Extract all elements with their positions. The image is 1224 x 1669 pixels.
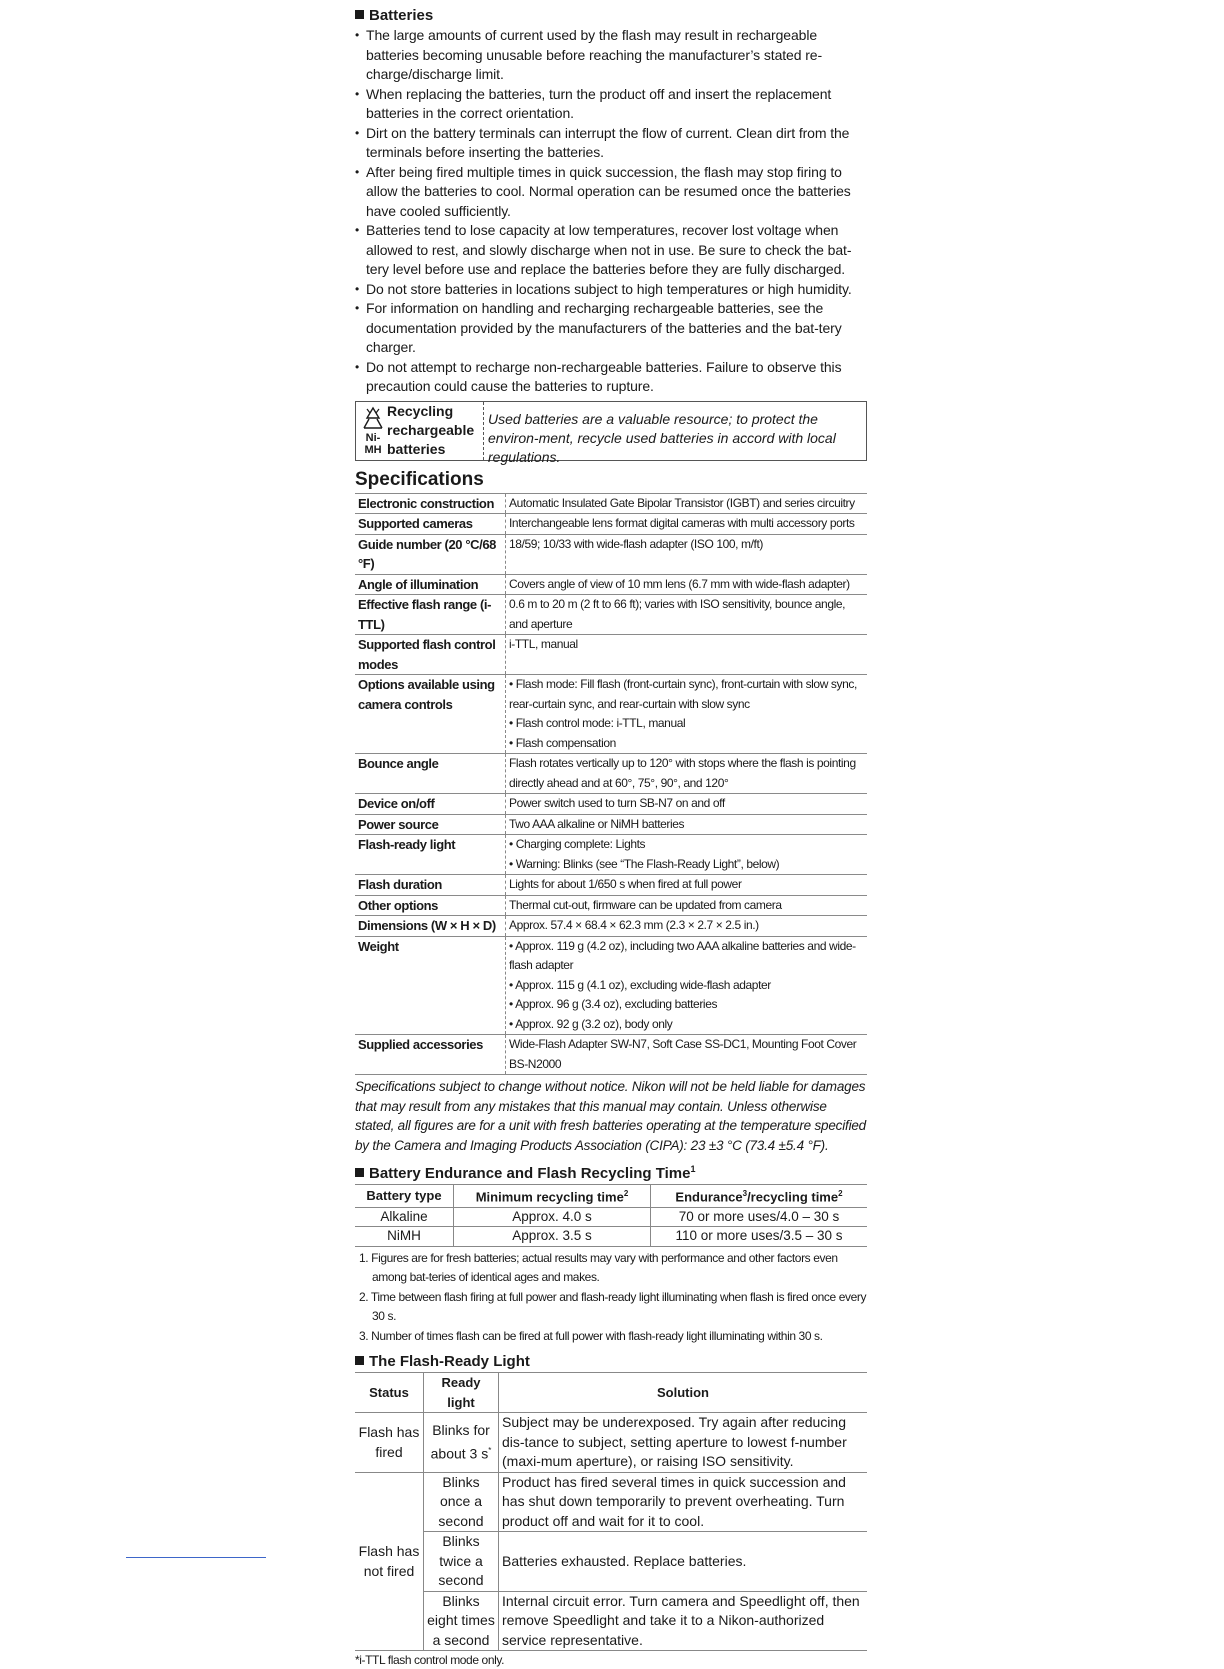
spec-value-line: Power switch used to turn SB-N7 on and off xyxy=(509,796,725,810)
spec-value xyxy=(506,1035,868,1075)
spec-value-line: 18/59; 10/33 with wide-flash adapter (ISO 100, m/ft) xyxy=(509,536,764,551)
batteries-bullet: • For information on handling and recharging rechargeable batteries, see the documentation provided by the manufacturers of the batteries and the bat-tery charger. xyxy=(355,299,867,358)
spec-value-line: Covers angle of view of 10 mm lens (6.7 mm with wide-flash adapter) xyxy=(509,576,850,591)
status-cell: Flash has not fired xyxy=(355,1472,424,1651)
endurance-footnotes xyxy=(355,1249,867,1347)
endurance-heading-text: Battery Endurance and Flash Recycling Time xyxy=(369,1165,691,1182)
table-row xyxy=(355,1227,867,1247)
spec-key: Guide number (20 °C/68 °F) xyxy=(355,534,506,574)
table-cell: Alkaline xyxy=(355,1207,454,1227)
status-cell: Flash has fired xyxy=(355,1413,424,1473)
spec-key: Options available using camera controls xyxy=(355,675,506,754)
spec-value xyxy=(506,936,868,1035)
endurance-col-endurance: Endurance$^3$/recycling time$^2$ xyxy=(651,1185,868,1208)
spec-value-line: Flash rotates vertically up to 120° with stops where the flash is pointing directly ahead and at 60°, 75°, 90°, and 120° xyxy=(509,756,856,790)
batteries-bullet: • Do not store batteries in locations subject to high temperatures or high humidity. xyxy=(355,280,867,300)
spec-row xyxy=(355,895,867,916)
ready-light-table xyxy=(355,1372,867,1651)
endurance-table xyxy=(355,1184,867,1247)
spec-value-line: Interchangeable lens format digital cameras with multi accessory ports xyxy=(509,516,855,530)
spec-value-line: • Approx. 92 g (3.2 oz), body only xyxy=(509,1016,673,1031)
batteries-heading-text: Batteries xyxy=(369,7,434,24)
spec-value xyxy=(506,534,868,574)
spec-value-line: • Charging complete: Lights xyxy=(509,837,646,851)
recycling-label: Recycling rechargeable batteries xyxy=(387,403,475,457)
spec-row xyxy=(355,814,867,835)
square-bullet-icon xyxy=(355,1168,364,1177)
spec-row xyxy=(355,514,867,535)
specifications-note: Specifications subject to change without notice. Nikon will not be held liable for damages that may result from any mistakes that this manual may contain. Unless otherwise stated, all figures are for a unit with fresh batteries operating at the temperature specified by the Camera and Imaging Products Association (CIPA): 23 ±3 °C (73.4 ±5.4 °F). xyxy=(355,1079,866,1153)
spec-value xyxy=(506,754,868,794)
spec-value-line: Thermal cut-out, firmware can be updated from camera xyxy=(509,897,782,912)
spec-key: Supported cameras xyxy=(355,514,506,535)
spec-value xyxy=(506,493,868,514)
spec-value-line: Two AAA alkaline or NiMH batteries xyxy=(509,816,685,831)
spec-key: Other options xyxy=(355,895,506,916)
spec-value xyxy=(506,514,868,535)
table-row xyxy=(355,1207,867,1227)
footnote: 1. Figures are for fresh batteries; actual results may vary with performance and other factors even among bat-teries of identical ages and makes. xyxy=(359,1250,838,1285)
spec-row xyxy=(355,574,867,595)
spec-key: Flash-ready light xyxy=(355,835,506,875)
spec-row xyxy=(355,493,867,514)
spec-value-line: Automatic Insulated Gate Bipolar Transistor (IGBT) and series circuitry xyxy=(509,495,855,510)
batteries-bullet: • After being fired multiple times in quick succession, the flash may stop firing to allow the batteries to cool. Normal operation can be resumed once the batteries have cooled sufficiently. xyxy=(355,163,867,222)
footnote: 2. Time between flash firing at full power and flash-ready light illuminating when flash is fired once every 30 s. xyxy=(359,1289,867,1324)
spec-value xyxy=(506,895,868,916)
specifications-heading: Specifications xyxy=(355,468,484,490)
spec-row xyxy=(355,1035,867,1075)
spec-value xyxy=(506,574,868,595)
spec-value-line: • Warning: Blinks (see “The Flash-Ready Light”, below) xyxy=(509,856,780,871)
ready-col-light: Ready light xyxy=(424,1373,499,1413)
spec-value-line: • Flash mode: Fill flash (front-curtain sync), front-curtain with slow sync, rear-curtain sync, and rear-curtain with slow sync xyxy=(509,677,857,711)
spec-value xyxy=(506,595,868,635)
batteries-bullet: • Do not attempt to recharge non-rechargeable batteries. Failure to observe this precaution could cause the batteries to rupture. xyxy=(355,358,867,397)
spec-value-line: Approx. 57.4 × 68.4 × 62.3 mm (2.3 × 2.7 × 2.5 in.) xyxy=(509,918,759,932)
solution-cell: Batteries exhausted. Replace batteries. xyxy=(499,1532,868,1592)
spec-row xyxy=(355,754,867,794)
spec-value-line: • Flash control mode: i-TTL, manual xyxy=(509,716,686,730)
solution-cell: Subject may be underexposed. Try again after reducing dis-tance to subject, setting aperture to lowest f-number (maxi-mum aperture), or raising ISO sensitivity. xyxy=(499,1413,868,1473)
table-row xyxy=(355,1472,867,1532)
ready-light-heading-text: The Flash-Ready Light xyxy=(369,1353,530,1371)
ready-light-footnote: *i-TTL flash control mode only. xyxy=(355,1653,504,1668)
spec-key: Electronic construction xyxy=(355,493,506,514)
spec-key: Flash duration xyxy=(355,875,506,896)
table-cell: 110 or more uses/3.5 – 30 s xyxy=(651,1227,868,1247)
nimh-label: Ni-MH xyxy=(364,431,382,456)
spec-value-line: • Flash compensation xyxy=(509,735,616,750)
endurance-heading xyxy=(355,1159,867,1184)
solution-cell: Product has fired several times in quick succession and has shut down temporarily to prevent overheating. Turn product off and wait for it to cool. xyxy=(499,1472,868,1532)
spec-value xyxy=(506,635,868,675)
spec-row xyxy=(355,835,867,875)
page-column xyxy=(355,6,867,1669)
spec-value-line: • Approx. 96 g (3.4 oz), excluding batteries xyxy=(509,997,718,1011)
table-cell: Approx. 4.0 s xyxy=(454,1207,651,1227)
solution-cell: Internal circuit error. Turn camera and Speedlight off, then remove Speedlight and take it to a Nikon-authorized service representative. xyxy=(499,1591,868,1651)
batteries-list xyxy=(355,26,867,397)
table-cell: Approx. 3.5 s xyxy=(454,1227,651,1247)
batteries-bullet: • When replacing the batteries, turn the product off and insert the replacement batteries in the correct orientation. xyxy=(355,85,867,124)
spec-key: Supported flash control modes xyxy=(355,635,506,675)
footnote: 3. Number of times flash can be fired at full power with flash-ready light illuminating within 30 s. xyxy=(359,1328,823,1343)
table-row xyxy=(355,1532,867,1592)
table-row xyxy=(355,1591,867,1651)
spec-value-line: Wide-Flash Adapter SW-N7, Soft Case SS-DC1, Mounting Foot Cover BS-N2000 xyxy=(509,1037,857,1071)
spec-row xyxy=(355,595,867,635)
spec-key: Effective flash range (i-TTL) xyxy=(355,595,506,635)
spec-row xyxy=(355,936,867,1035)
square-bullet-icon xyxy=(355,10,364,19)
spec-value xyxy=(506,835,868,875)
spec-key: Angle of illumination xyxy=(355,574,506,595)
spec-key: Dimensions (W × H × D) xyxy=(355,916,506,937)
spec-row xyxy=(355,635,867,675)
spec-value xyxy=(506,875,868,896)
endurance-col-min-recycling: Minimum recycling time$^2$ xyxy=(454,1185,651,1208)
batteries-bullet: • The large amounts of current used by the flash may result in rechargeable batteries becoming unusable before reaching the manufacturer’s stated re-charge/discharge limit. xyxy=(355,26,867,85)
light-cell: Blinks for about 3 s* xyxy=(424,1413,499,1473)
spec-value-line: • Approx. 119 g (4.2 oz), including two AAA alkaline batteries and wide-flash adapter xyxy=(509,938,856,972)
batteries-bullet: • Batteries tend to lose capacity at low temperatures, recover lost voltage when allowed to rest, and slowly discharge when not in use. Be sure to check the bat-tery level before use and replace the batteries before they are fully discharged. xyxy=(355,221,867,280)
light-cell: Blinks once a second xyxy=(424,1472,499,1532)
light-cell: Blinks twice a second xyxy=(424,1532,499,1592)
spec-value xyxy=(506,794,868,815)
batteries-bullet: • Dirt on the battery terminals can interrupt the flow of current. Clean dirt from the terminals before inserting the batteries. xyxy=(355,124,867,163)
spec-value xyxy=(506,675,868,754)
spec-value-line: 0.6 m to 20 m (2 ft to 66 ft); varies with ISO sensitivity, bounce angle, and aperture xyxy=(509,597,846,631)
spec-value xyxy=(506,916,868,937)
spec-key: Bounce angle xyxy=(355,754,506,794)
spec-row xyxy=(355,794,867,815)
recycling-box xyxy=(355,401,867,465)
spec-value-line: Lights for about 1/650 s when fired at full power xyxy=(509,877,742,891)
divider-line xyxy=(126,1557,266,1558)
spec-key: Supplied accessories xyxy=(355,1035,506,1075)
table-cell: 70 or more uses/4.0 – 30 s xyxy=(651,1207,868,1227)
ready-col-solution: Solution xyxy=(499,1373,868,1413)
spec-row xyxy=(355,534,867,574)
endurance-heading-sup: 1 xyxy=(690,1164,696,1174)
table-cell: NiMH xyxy=(355,1227,454,1247)
spec-key: Weight xyxy=(355,936,506,1035)
spec-row xyxy=(355,916,867,937)
spec-value xyxy=(506,814,868,835)
specifications-table xyxy=(355,493,867,1076)
recycling-text: Used batteries are a valuable resource; to protect the environ-ment, recycle used batteries in accord with local regulations. xyxy=(488,410,836,465)
endurance-col-battery: Battery type xyxy=(355,1185,454,1208)
spec-key: Device on/off xyxy=(355,794,506,815)
recycling-label-cell xyxy=(356,402,484,460)
ready-light-heading xyxy=(355,1352,867,1372)
square-bullet-icon xyxy=(355,1356,364,1365)
recycle-icon xyxy=(359,406,387,456)
spec-row xyxy=(355,675,867,754)
table-row xyxy=(355,1413,867,1473)
spec-value-line: • Approx. 115 g (4.1 oz), excluding wide-flash adapter xyxy=(509,977,771,992)
spec-row xyxy=(355,875,867,896)
ready-col-status: Status xyxy=(355,1373,424,1413)
spec-key: Power source xyxy=(355,814,506,835)
batteries-heading xyxy=(355,6,867,26)
spec-value-line: i-TTL, manual xyxy=(509,637,578,651)
light-cell: Blinks eight times a second xyxy=(424,1591,499,1651)
